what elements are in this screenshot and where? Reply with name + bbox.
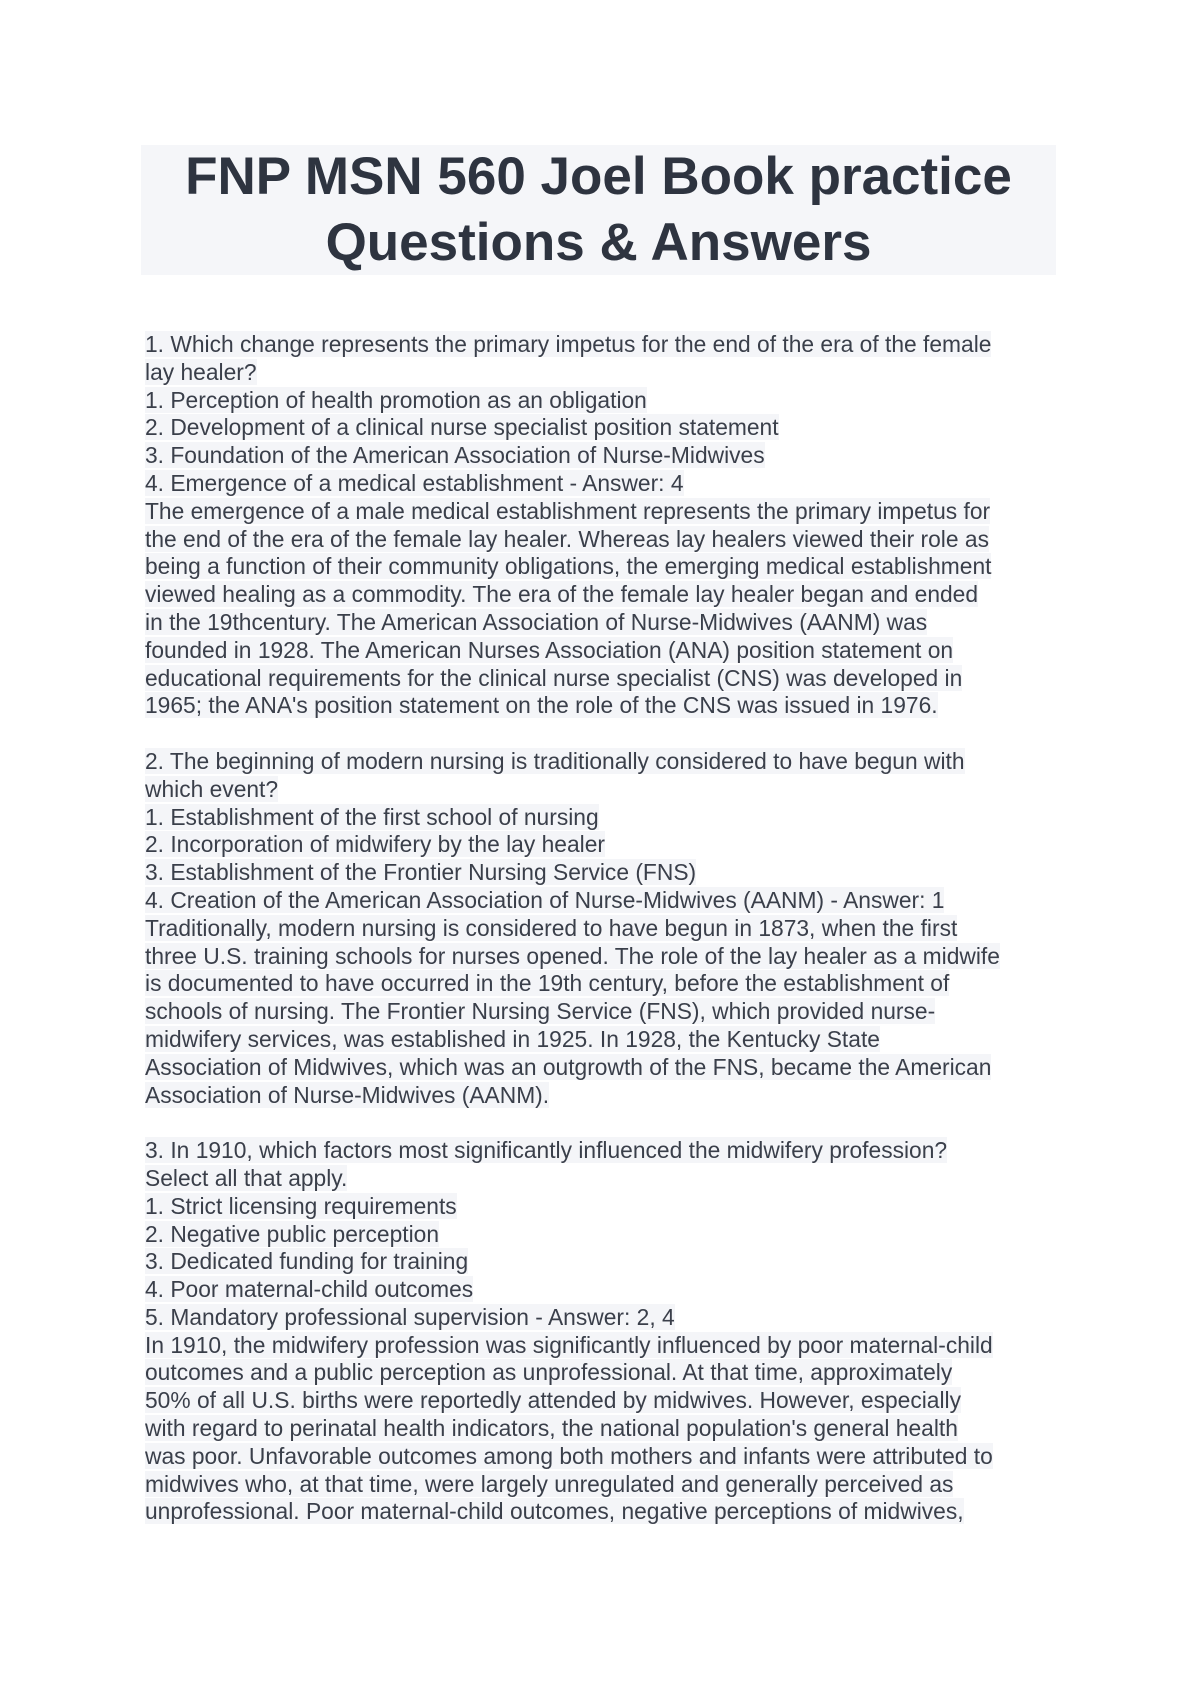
question-line xyxy=(145,581,1050,609)
question-line-text: 3. In 1910, which factors most significantly influenced the midwifery profession? xyxy=(145,1137,948,1164)
question-line xyxy=(145,1359,1050,1387)
question-line-text: 2. Development of a clinical nurse specialist position statement xyxy=(145,414,779,441)
question-line-text: was poor. Unfavorable outcomes among both mothers and infants were attributed to xyxy=(145,1442,993,1469)
question-line xyxy=(145,1443,1050,1471)
question-line xyxy=(145,387,1050,415)
question-line xyxy=(145,331,1050,359)
question-line xyxy=(145,1498,1050,1526)
question-line-text: 1. Perception of health promotion as an obligation xyxy=(145,386,647,413)
question-line xyxy=(145,526,1050,554)
question-line-text: viewed healing as a commodity. The era of the female lay healer began and ended xyxy=(145,581,979,608)
question-block xyxy=(145,748,1050,1109)
question-line-text: midwives who, at that time, were largely unregulated and generally perceived as xyxy=(145,1470,954,1497)
question-line-text: 3. Establishment of the Frontier Nursing Service (FNS) xyxy=(145,859,697,886)
question-line-text: 2. Negative public perception xyxy=(145,1220,440,1247)
question-line-text: 50% of all U.S. births were reportedly attended by midwives. However, especially xyxy=(145,1387,962,1414)
question-line-text: 3. Dedicated funding for training xyxy=(145,1248,469,1275)
question-line-text: in the 19thcentury. The American Association of Nurse-Midwives (AANM) was xyxy=(145,608,928,635)
question-line xyxy=(145,943,1050,971)
question-line-text: 1. Which change represents the primary impetus for the end of the era of the female xyxy=(145,331,992,357)
question-line xyxy=(145,665,1050,693)
question-line xyxy=(145,1054,1050,1082)
question-line-text: with regard to perinatal health indicators, the national population's general health xyxy=(145,1415,958,1442)
question-line xyxy=(145,1304,1050,1332)
question-line-text: which event? xyxy=(145,775,279,802)
question-line-text: 5. Mandatory professional supervision - Answer: 2, 4 xyxy=(145,1303,675,1330)
question-line-text: 2. The beginning of modern nursing is traditionally considered to have begun with xyxy=(145,747,965,774)
question-line-text: is documented to have occurred in the 19th century, before the establishment of xyxy=(145,970,950,997)
question-line-text: being a function of their community obligations, the emerging medical establishment xyxy=(145,553,992,580)
question-line xyxy=(145,1082,1050,1110)
question-line-text: 1965; the ANA's position statement on the role of the CNS was issued in 1976. xyxy=(145,692,938,719)
question-line-text: Association of Nurse-Midwives (AANM). xyxy=(145,1081,550,1108)
question-line xyxy=(145,1248,1050,1276)
questions-body xyxy=(145,331,1050,1526)
question-line xyxy=(145,776,1050,804)
question-line xyxy=(145,1221,1050,1249)
question-line-text: Association of Midwives, which was an outgrowth of the FNS, became the American xyxy=(145,1053,992,1080)
question-line-text: founded in 1928. The American Nurses Association (ANA) position statement on xyxy=(145,636,954,663)
question-line-text: The emergence of a male medical establishment represents the primary impetus for xyxy=(145,497,991,524)
question-block xyxy=(145,331,1050,720)
question-line-text: unprofessional. Poor maternal-child outcomes, negative perceptions of midwives, xyxy=(145,1498,964,1525)
question-line xyxy=(145,553,1050,581)
question-line xyxy=(145,359,1050,387)
question-line xyxy=(145,1387,1050,1415)
question-line xyxy=(145,915,1050,943)
question-line-text: 1. Establishment of the first school of nursing xyxy=(145,803,599,830)
question-line xyxy=(145,609,1050,637)
question-line-text: 3. Foundation of the American Association of Nurse-Midwives xyxy=(145,442,765,469)
question-line xyxy=(145,1026,1050,1054)
question-line xyxy=(145,637,1050,665)
question-line-text: educational requirements for the clinical nurse specialist (CNS) was developed in xyxy=(145,664,963,691)
question-line xyxy=(145,1193,1050,1221)
question-line-text: schools of nursing. The Frontier Nursing Service (FNS), which provided nurse- xyxy=(145,998,936,1025)
question-line-text: lay healer? xyxy=(145,358,257,385)
question-line-text: 4. Poor maternal-child outcomes xyxy=(145,1276,474,1303)
question-line xyxy=(145,998,1050,1026)
document-title-line-1: FNP MSN 560 Joel Book practice xyxy=(185,147,1012,206)
question-line xyxy=(145,1165,1050,1193)
question-line-text: outcomes and a public perception as unprofessional. At that time, approximately xyxy=(145,1359,953,1386)
question-line xyxy=(145,970,1050,998)
question-line-text: In 1910, the midwifery profession was significantly influenced by poor maternal-child xyxy=(145,1331,993,1358)
question-line-text: Traditionally, modern nursing is considered to have begun in 1873, when the first xyxy=(145,914,958,941)
question-line xyxy=(145,831,1050,859)
question-line xyxy=(145,1276,1050,1304)
question-line xyxy=(145,748,1050,776)
question-line xyxy=(145,1415,1050,1443)
question-line xyxy=(145,887,1050,915)
question-line xyxy=(145,470,1050,498)
question-line xyxy=(145,442,1050,470)
block-spacer xyxy=(145,720,1050,748)
question-line xyxy=(145,859,1050,887)
question-line xyxy=(145,1137,1050,1165)
question-line xyxy=(145,692,1050,720)
question-line xyxy=(145,498,1050,526)
question-line-text: 1. Strict licensing requirements xyxy=(145,1192,457,1219)
question-line xyxy=(145,1471,1050,1499)
question-line-text: three U.S. training schools for nurses opened. The role of the lay healer as a midwife xyxy=(145,942,1000,969)
block-spacer xyxy=(145,1109,1050,1137)
question-line-text: midwifery services, was established in 1925. In 1928, the Kentucky State xyxy=(145,1025,880,1052)
question-line-text: 4. Creation of the American Association of Nurse-Midwives (AANM) - Answer: 1 xyxy=(145,886,945,913)
document-title-line-2: Questions & Answers xyxy=(325,213,872,272)
question-line-text: 4. Emergence of a medical establishment - Answer: 4 xyxy=(145,469,684,496)
question-line-text: 2. Incorporation of midwifery by the lay healer xyxy=(145,831,605,858)
question-line-text: Select all that apply. xyxy=(145,1164,348,1191)
question-block xyxy=(145,1137,1050,1526)
question-line xyxy=(145,1332,1050,1360)
question-line xyxy=(145,804,1050,832)
question-line-text: the end of the era of the female lay healer. Whereas lay healers viewed their role as xyxy=(145,525,989,552)
question-line xyxy=(145,414,1050,442)
